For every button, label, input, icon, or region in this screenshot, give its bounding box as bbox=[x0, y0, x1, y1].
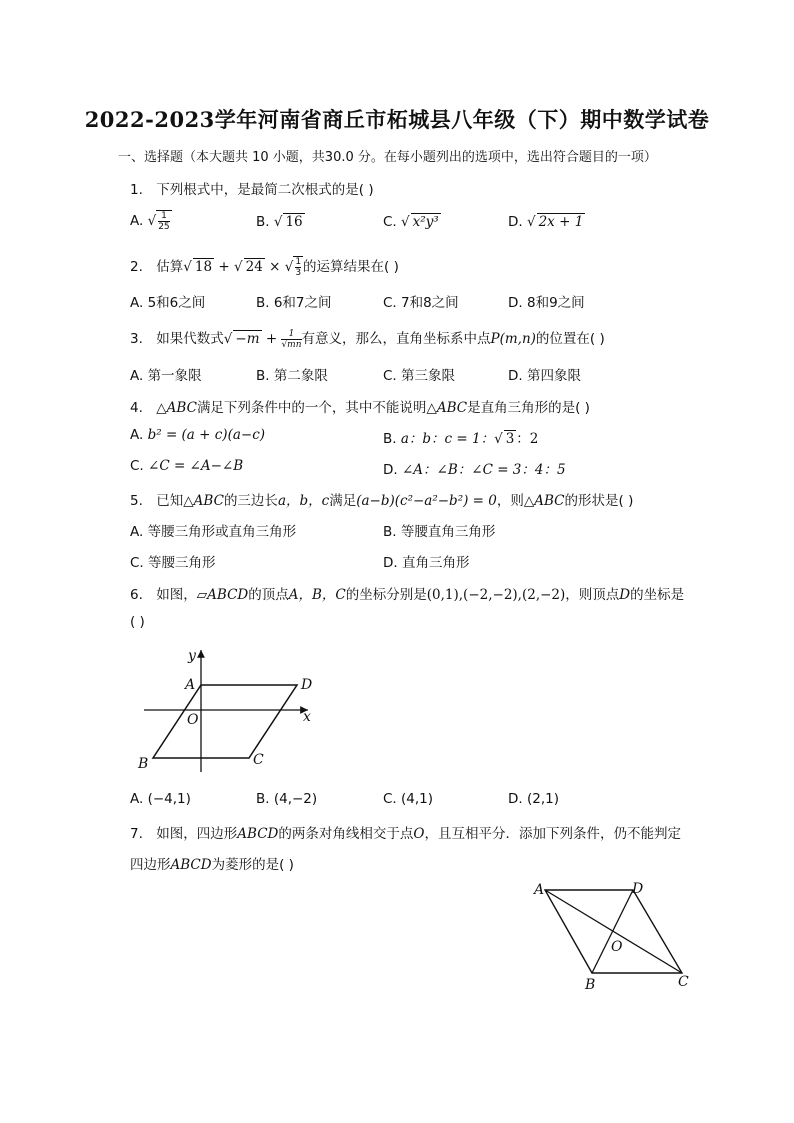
q6-figure bbox=[128, 640, 328, 780]
coordinates: (0,1),(−2,−2),(2,−2) bbox=[426, 587, 566, 603]
question-7-stem bbox=[130, 822, 681, 842]
question-text: 如图，四边形 bbox=[156, 826, 238, 842]
question-text: ，且互相平分．添加下列条件，仍不能判定 bbox=[424, 826, 681, 842]
option-expression: a：b：c = 1： bbox=[400, 431, 495, 447]
variable-list: a，b，c bbox=[277, 493, 330, 509]
q1-option-c[interactable] bbox=[383, 213, 441, 230]
q6-option-c[interactable]: C. (4,1) bbox=[383, 791, 434, 807]
q6-option-d[interactable]: D. (2,1) bbox=[508, 791, 559, 807]
q5-option-b[interactable]: B. 等腰直角三角形 bbox=[383, 524, 496, 540]
vertex-d-label: D bbox=[632, 881, 644, 897]
question-text: 的形状是( ) bbox=[564, 493, 634, 509]
q6-option-b[interactable]: B. (4,−2) bbox=[256, 791, 318, 807]
vertex-d-label: D bbox=[301, 677, 313, 693]
plus-sign: + bbox=[261, 331, 282, 347]
question-text: 已知 bbox=[156, 493, 184, 509]
point-label: P(m,n) bbox=[490, 331, 536, 347]
q4-option-b[interactable] bbox=[383, 427, 538, 447]
question-text: 的顶点 bbox=[248, 587, 289, 603]
plus-sign: + bbox=[214, 259, 234, 275]
option-label: D. bbox=[383, 462, 398, 478]
q3-option-a[interactable]: A. 第一象限 bbox=[130, 368, 202, 384]
question-5-stem bbox=[130, 489, 633, 509]
option-expression: ∠C = ∠A−∠B bbox=[148, 458, 244, 474]
diagonal-ac bbox=[545, 890, 682, 973]
option-expression: b² = (a + c)(a−c) bbox=[147, 427, 266, 443]
sqrt-icon: √ bbox=[273, 214, 283, 230]
sqrt-icon: √ bbox=[223, 331, 233, 347]
page-title: 2022-2023学年河南省商丘市柘城县八年级（下）期中数学试卷 bbox=[84, 107, 710, 132]
question-text: 的坐标是 bbox=[630, 587, 685, 603]
vertex-b-label: B bbox=[138, 756, 149, 772]
radicand: 24 bbox=[245, 259, 263, 275]
denominator: 3 bbox=[295, 268, 302, 278]
question-4-stem bbox=[130, 396, 590, 416]
q4-option-a[interactable] bbox=[130, 427, 265, 443]
question-number: 2. bbox=[130, 259, 143, 275]
numerator: 1 bbox=[281, 329, 301, 340]
question-text: 的三边长 bbox=[223, 493, 278, 509]
radicand: −m bbox=[235, 331, 260, 347]
question-text: 满足 bbox=[329, 493, 357, 509]
radicand: 18 bbox=[194, 259, 213, 275]
question-6-stem bbox=[130, 583, 684, 603]
question-text: 的运算结果在( ) bbox=[303, 259, 399, 275]
denominator: 25 bbox=[158, 222, 170, 232]
y-axis-label: y bbox=[188, 648, 196, 664]
equation: (a−b)(c²−a²−b²) = 0 bbox=[356, 493, 497, 509]
radicand: x²y³ bbox=[412, 214, 439, 230]
option-label: C. bbox=[383, 214, 397, 230]
q3-option-b[interactable]: B. 第二象限 bbox=[256, 368, 328, 384]
origin-label: O bbox=[187, 712, 199, 728]
q1-option-d[interactable] bbox=[508, 213, 585, 230]
q6-option-a[interactable]: A. (−4,1) bbox=[130, 791, 191, 807]
vertex-a-label: A bbox=[534, 882, 545, 898]
fraction bbox=[293, 256, 303, 278]
question-7-stem-line2 bbox=[130, 853, 294, 873]
option-label: B. bbox=[256, 214, 270, 230]
q4-option-d[interactable] bbox=[383, 458, 566, 478]
triangle-label: △ABC bbox=[183, 493, 224, 509]
q2-option-b[interactable]: B. 6和7之间 bbox=[256, 295, 332, 311]
times-sign: × bbox=[264, 259, 285, 275]
intersection-o-label: O bbox=[611, 939, 623, 955]
question-3-stem bbox=[130, 327, 605, 350]
fraction bbox=[156, 210, 171, 232]
option-expression: ∠A：∠B：∠C = 3：4：5 bbox=[401, 462, 566, 478]
question-number: 6. bbox=[130, 587, 143, 603]
sqrt-icon: √ bbox=[494, 431, 503, 447]
question-text: ，则 bbox=[496, 493, 524, 509]
option-expression: ：2 bbox=[516, 431, 539, 447]
question-text: ，则顶点 bbox=[565, 587, 620, 603]
option-label: D. bbox=[508, 214, 523, 230]
triangle-label: △ABC bbox=[156, 400, 197, 416]
denominator: √mn bbox=[281, 339, 302, 350]
sqrt-icon: √ bbox=[234, 259, 243, 275]
q4-option-c[interactable] bbox=[130, 458, 243, 474]
question-2-stem bbox=[130, 255, 399, 278]
numerator: 1 bbox=[158, 211, 169, 222]
question-number: 4. bbox=[130, 400, 143, 416]
q2-option-c[interactable]: C. 7和8之间 bbox=[383, 295, 459, 311]
parallelogram-abcd bbox=[153, 685, 297, 758]
question-text: 的两条对角线相交于点 bbox=[278, 826, 414, 842]
parallelogram-label: ▱ABCD bbox=[196, 587, 249, 603]
section-heading: 一、选择题（本大题共 10 小题，共30.0 分。在每小题列出的选项中，选出符合题目的一项） bbox=[118, 150, 657, 165]
question-text: 如图， bbox=[156, 587, 197, 603]
vertex-b-label: B bbox=[585, 977, 596, 993]
diagonal-bd bbox=[592, 890, 633, 973]
question-number: 5. bbox=[130, 493, 143, 509]
question-text: 有意义，那么，直角坐标系中点 bbox=[301, 331, 491, 347]
question-1-stem bbox=[130, 178, 374, 198]
question-text: 如果代数式 bbox=[156, 331, 224, 347]
question-text: 满足下列条件中的一个，其中不能说明 bbox=[196, 400, 427, 416]
question-number: 7. bbox=[130, 826, 143, 842]
option-label: A. bbox=[130, 427, 144, 443]
vertex-label: D bbox=[619, 587, 631, 603]
q2-option-a[interactable]: A. 5和6之间 bbox=[130, 295, 206, 311]
sqrt-icon: √ bbox=[147, 213, 157, 229]
vertex-c-label: C bbox=[253, 752, 264, 768]
fraction bbox=[281, 329, 301, 350]
q3-option-c[interactable]: C. 第三象限 bbox=[383, 368, 456, 384]
question-text: 的位置在( ) bbox=[535, 331, 605, 347]
vertex-a-label: A bbox=[185, 677, 196, 693]
option-label: B. bbox=[383, 431, 397, 447]
vertex-c-label: C bbox=[678, 974, 689, 990]
quadrilateral-label: ABCD bbox=[237, 826, 279, 842]
triangle-label: △ABC bbox=[426, 400, 468, 416]
option-label: C. bbox=[130, 458, 144, 474]
q5-option-a[interactable]: A. 等腰三角形或直角三角形 bbox=[130, 524, 297, 540]
q1-option-a[interactable] bbox=[130, 210, 172, 232]
q2-option-d[interactable]: D. 8和9之间 bbox=[508, 295, 585, 311]
numerator: 1 bbox=[295, 257, 302, 267]
q1-option-b[interactable] bbox=[256, 213, 305, 230]
sqrt-icon: √ bbox=[284, 259, 294, 275]
question-text: 下列根式中，是最简二次根式的是( ) bbox=[156, 182, 374, 198]
radicand: 2x + 1 bbox=[538, 214, 584, 230]
triangle-label: △ABC bbox=[523, 493, 565, 509]
question-number: 1. bbox=[130, 182, 143, 198]
question-text: 四边形 bbox=[130, 857, 171, 873]
radicand: 16 bbox=[285, 214, 303, 230]
question-number: 3. bbox=[130, 331, 143, 347]
sqrt-icon: √ bbox=[526, 214, 536, 230]
sqrt-icon: √ bbox=[183, 259, 192, 275]
q5-option-d[interactable]: D. 直角三角形 bbox=[383, 555, 470, 571]
q7-figure bbox=[530, 876, 700, 994]
x-axis-label: x bbox=[303, 709, 311, 725]
option-label: A. bbox=[130, 213, 144, 229]
point-label: O bbox=[413, 826, 425, 842]
question-text: 估算 bbox=[156, 259, 184, 275]
vertex-list: A，B，C bbox=[288, 587, 346, 603]
question-6-stem-line2: ( ) bbox=[130, 614, 145, 630]
sqrt-icon: √ bbox=[401, 214, 410, 230]
q5-option-c[interactable]: C. 等腰三角形 bbox=[130, 555, 216, 571]
question-text: 的坐标分别是 bbox=[345, 587, 427, 603]
question-text: 是直角三角形的是( ) bbox=[467, 400, 590, 416]
quadrilateral-label: ABCD bbox=[170, 857, 212, 873]
radicand: 3 bbox=[505, 431, 515, 447]
q3-option-d[interactable]: D. 第四象限 bbox=[508, 368, 581, 384]
question-text: 为菱形的是( ) bbox=[211, 857, 294, 873]
